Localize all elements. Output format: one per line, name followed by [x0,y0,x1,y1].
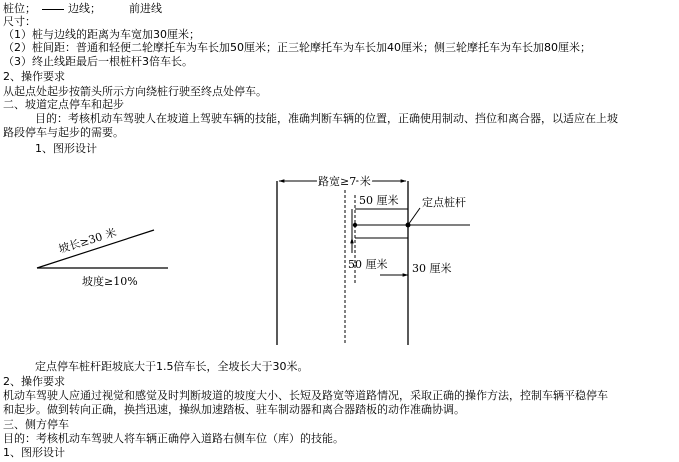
slope-purpose-line-2: 路段停车与起步的需要。 [3,126,124,139]
dimension-50cm-top-label: 50 厘米 [359,194,399,207]
slope-length-label: 坡长≥30 米 [57,225,118,256]
operation-text-line-2: 和起步。做到转向正确，换挡迅速，操纵加速踏板、驻车制动器和离合器踏板的动作准确协调。 [3,403,465,416]
stake-label: 定点桩杆 [422,196,466,209]
section-heading-slope: 二、坡道定点停车和起步 [3,98,124,111]
section-heading-parking: 三、侧方停车 [3,418,69,431]
slope-purpose-line-1: 目的：考核机动车驾驶人在坡道上驾驶车辆的技能，准确判断车辆的位置，正确使用制动、挡位和离合器，以适应在上坡 [35,112,618,125]
section-heading-operation: 2、操作要求 [3,70,65,83]
dimensions-heading: 尺寸： [3,15,36,28]
slope-grade-label: 坡度≥10% [82,275,138,288]
figure-design-heading: 1、图形设计 [35,142,97,155]
dimension-item-3: （3）终止线距最后一根桩杆3倍车长。 [3,55,193,68]
parking-purpose-text: 目的：考核机动车驾驶人将车辆正确停入道路右侧车位（库）的技能。 [3,432,344,445]
operation-text: 从起点处起步按箭头所示方向绕桩行驶至终点处停车。 [3,85,267,98]
dimension-item-2: （2）桩间距：普通和轻便二轮摩托车为车长加50厘米；正三轮摩托车为车长加40厘米；侧三轮摩托车为车长加80厘米； [3,41,591,54]
operation-text-line-1: 机动车驾驶人应通过视觉和感觉及时判断坡道的坡度大小、长短及路宽等道路情况，采取正确的操作方法，控制车辆平稳停车 [3,389,608,402]
section-heading-operation-2: 2、操作要求 [3,375,65,388]
dimension-item-1: （1）桩与边线的距离为车宽加30厘米； [3,28,200,41]
legend-forward-text: 前进线 [129,2,162,15]
legend-edge-text: 边线； [68,2,101,15]
dimension-30cm-label: 30 厘米 [412,262,452,275]
stake-distance-text: 定点停车桩杆距坡底大于1.5倍车长，全坡长大于30米。 [35,360,309,373]
parking-figure-heading: 1、图形设计 [3,446,65,459]
road-width-label: 路宽≥7 米 [318,175,371,188]
legend-stake-text: 桩位； [3,2,36,15]
dimension-50cm-left-label: 50 厘米 [348,258,388,271]
